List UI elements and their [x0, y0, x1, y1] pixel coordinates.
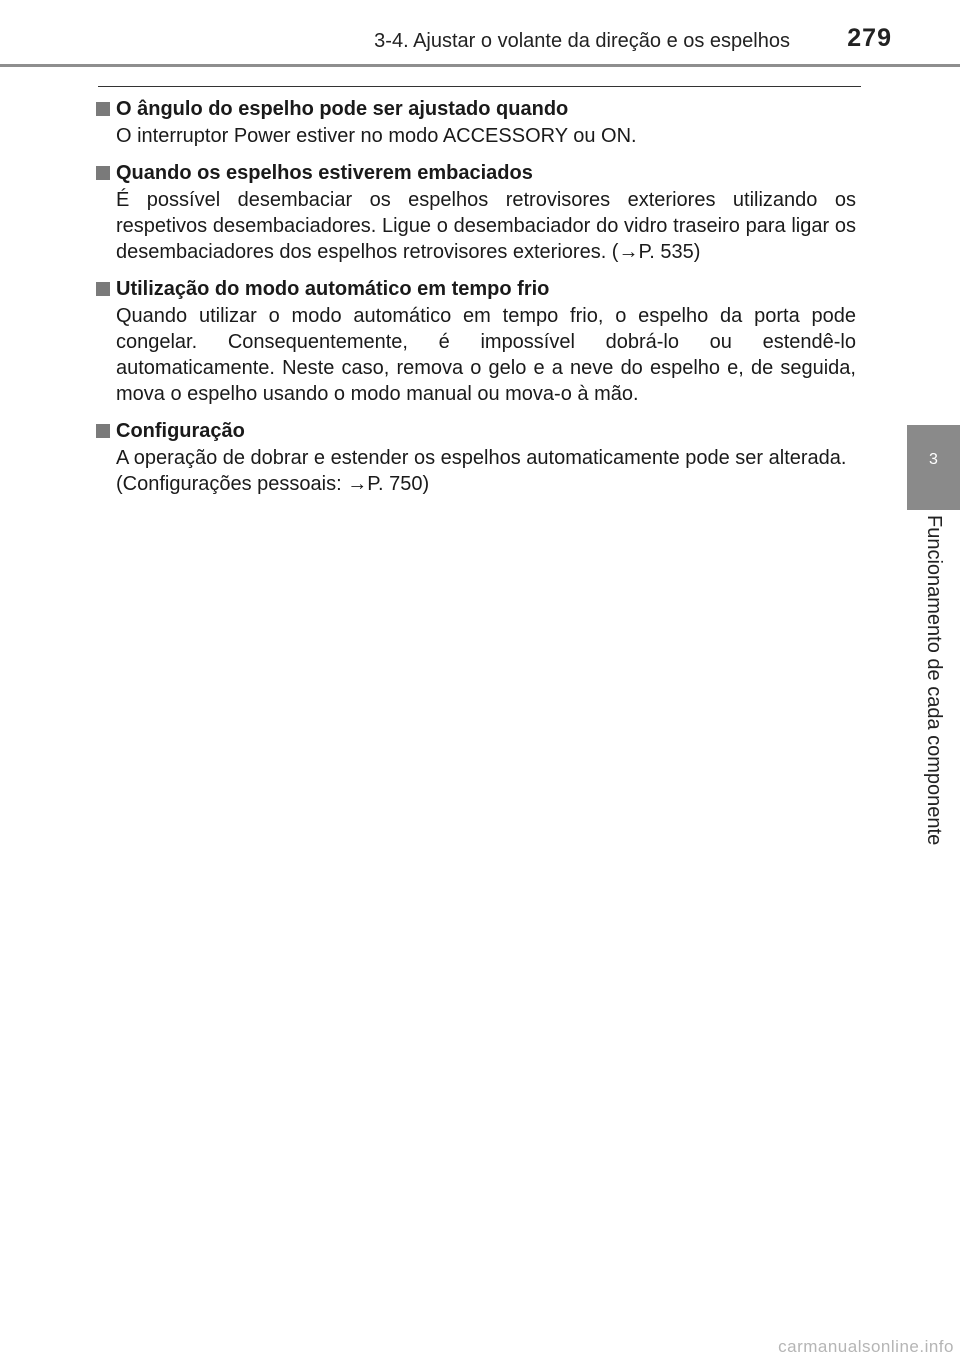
section-title: 3-4. Ajustar o volante da direção e os espelhos: [374, 30, 790, 52]
heading-text: O ângulo do espelho pode ser ajustado quando: [116, 98, 569, 120]
square-bullet-icon: [96, 424, 110, 438]
section-body: [116, 445, 856, 497]
section-configuration: [96, 417, 856, 497]
paragraph: Quando utilizar o modo automático em tempo frio, o espelho da porta pode congelar. Consequentemente, é impossível dobrá-lo ou estendê-lo automaticamente. Neste caso, remova o gelo e a neve do espelho e, de seguida, mova o espelho usando o modo manual ou mova-o à mão.: [116, 305, 856, 405]
content-top-rule: [98, 86, 861, 87]
square-bullet-icon: [96, 102, 110, 116]
chapter-label-container: [907, 515, 960, 860]
chapter-number: 3: [929, 451, 938, 468]
section-heading: [96, 95, 856, 123]
square-bullet-icon: [96, 282, 110, 296]
paragraph: É possível desembaciar os espelhos retrovisores exteriores utilizando os respetivos desembaciadores. Ligue o desembaciador do vidro traseiro para ligar os desembaciadores dos espelhos retrovisores exteriores. (→P. 535): [116, 189, 856, 263]
page-number: 279: [847, 24, 892, 52]
content-area: [96, 95, 856, 507]
paragraph: A operação de dobrar e estender os espelhos automaticamente pode ser alterada.: [116, 447, 847, 469]
chapter-tab: [907, 425, 960, 510]
section-body: [116, 123, 856, 149]
section-heading: [96, 275, 856, 303]
page-header: [0, 0, 960, 66]
section-body: [116, 303, 856, 407]
header-rule: [0, 64, 960, 67]
section-cold-weather: [96, 275, 856, 407]
section-heading: [96, 159, 856, 187]
paragraph: (Configurações pessoais: →P. 750): [116, 473, 430, 495]
chapter-label: Funcionamento de cada componente: [923, 515, 945, 846]
heading-text: Quando os espelhos estiverem embaciados: [116, 162, 533, 184]
watermark: carmanualsonline.info: [778, 1337, 954, 1356]
heading-text: Utilização do modo automático em tempo frio: [116, 278, 550, 300]
heading-text: Configuração: [116, 420, 245, 442]
section-mirror-angle: [96, 95, 856, 149]
section-foggy-mirrors: [96, 159, 856, 265]
section-body: [116, 187, 856, 265]
section-heading: [96, 417, 856, 445]
square-bullet-icon: [96, 166, 110, 180]
paragraph: O interruptor Power estiver no modo ACCESSORY ou ON.: [116, 125, 637, 147]
